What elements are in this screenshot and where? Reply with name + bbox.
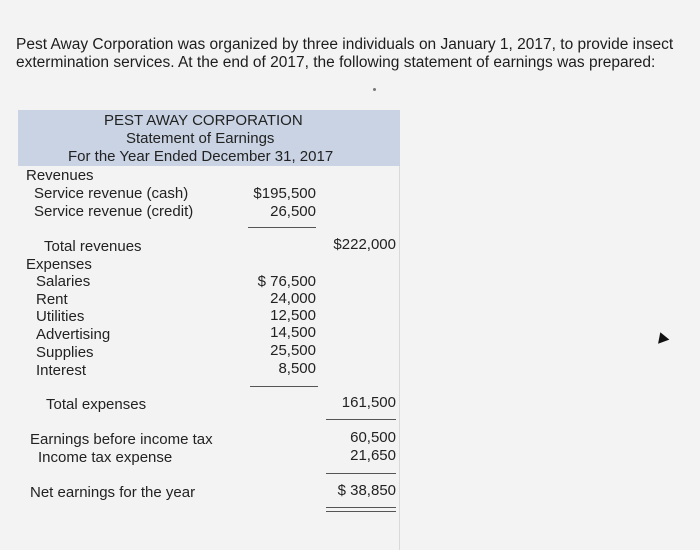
expense-label-rent: Rent bbox=[36, 291, 68, 308]
total-revenues-label: Total revenues bbox=[44, 238, 142, 255]
expense-subtotal-rule bbox=[250, 386, 318, 387]
expense-amount-salaries: $ 76,500 bbox=[257, 273, 316, 290]
expense-label-advertising: Advertising bbox=[36, 326, 111, 343]
expense-amount-interest: 8,500 bbox=[278, 360, 316, 377]
expense-label-salaries: Salaries bbox=[36, 273, 91, 290]
net-earnings-amount: $ 38,850 bbox=[337, 482, 396, 499]
expense-amount-supplies: 25,500 bbox=[270, 342, 316, 359]
net-double-rule-bottom bbox=[326, 511, 396, 512]
tax-rule bbox=[326, 473, 396, 474]
expenses-heading: Expenses bbox=[26, 256, 92, 273]
revenue-label-credit: Service revenue (credit) bbox=[34, 203, 194, 220]
table-divider bbox=[399, 166, 400, 550]
revenue-amount-cash: $195,500 bbox=[253, 185, 316, 202]
total-revenues-amount: $222,000 bbox=[333, 236, 396, 253]
revenue-subtotal-rule bbox=[248, 227, 316, 228]
revenue-label-cash: Service revenue (cash) bbox=[34, 185, 189, 202]
revenues-heading: Revenues bbox=[26, 167, 94, 184]
ebt-label: Earnings before income tax bbox=[30, 431, 213, 448]
problem-intro: Pest Away Corporation was organized by three individuals on January 1, 2017, to provide insect extermination services. At the end of 2017, the following statement of earnings was prepared: bbox=[16, 36, 674, 71]
ebt-amount: 60,500 bbox=[350, 429, 396, 446]
total-expenses-label: Total expenses bbox=[46, 396, 147, 413]
statement-title: Statement of Earnings bbox=[126, 130, 275, 147]
total-expenses-amount: 161,500 bbox=[341, 394, 396, 411]
expense-label-utilities: Utilities bbox=[36, 308, 85, 325]
income-tax-label: Income tax expense bbox=[38, 449, 173, 466]
expense-label-supplies: Supplies bbox=[36, 344, 94, 361]
expense-label-interest: Interest bbox=[36, 362, 87, 379]
expense-amount-rent: 24,000 bbox=[270, 290, 316, 307]
net-earnings-label: Net earnings for the year bbox=[30, 484, 196, 501]
income-tax-amount: 21,650 bbox=[350, 447, 396, 464]
statement-period: For the Year Ended December 31, 2017 bbox=[68, 148, 334, 165]
total-expenses-rule bbox=[326, 419, 396, 420]
revenue-amount-credit: 26,500 bbox=[270, 203, 316, 220]
statement-header bbox=[18, 110, 400, 166]
expense-amount-utilities: 12,500 bbox=[270, 307, 316, 324]
expense-amount-advertising: 14,500 bbox=[270, 324, 316, 341]
net-double-rule-top bbox=[326, 507, 396, 508]
company-name: PEST AWAY CORPORATION bbox=[104, 112, 303, 129]
